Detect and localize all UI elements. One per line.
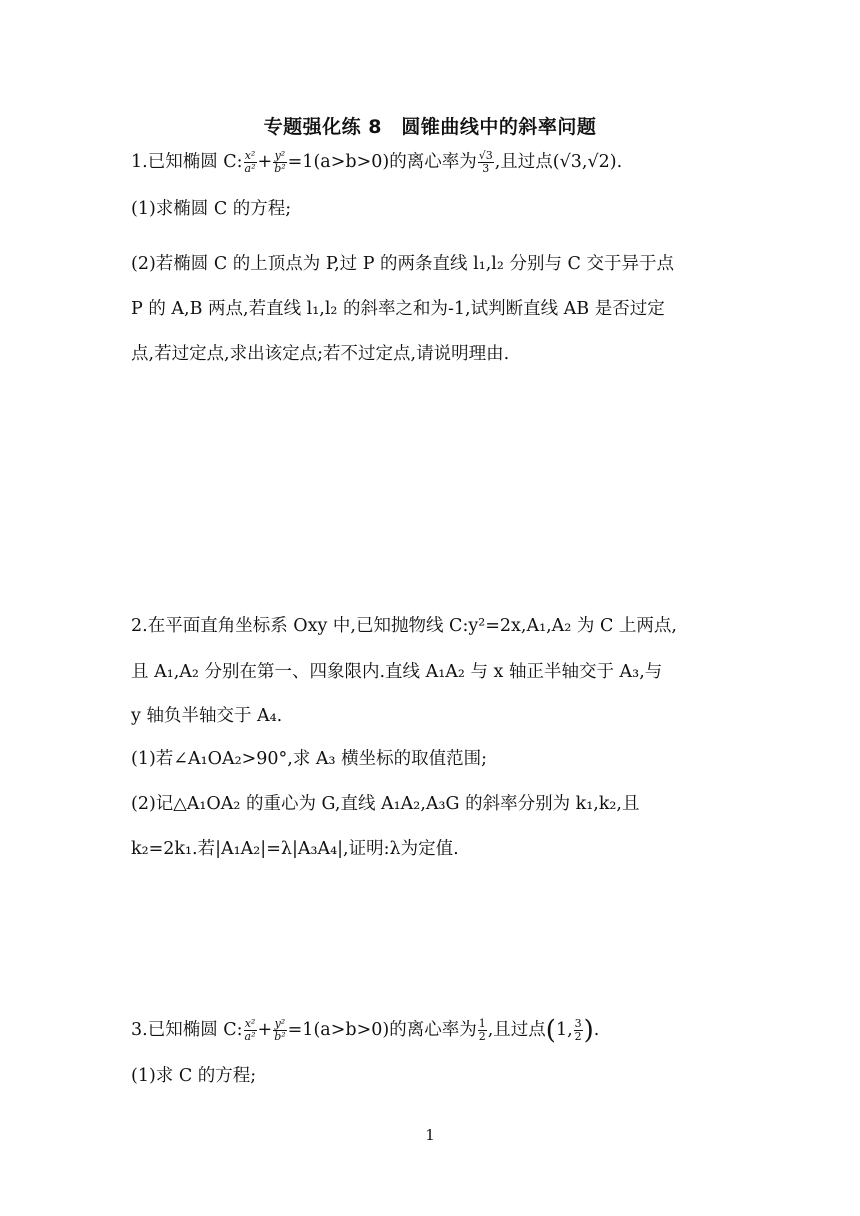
problem-3-intro: 3.已知椭圆 C:	[131, 1020, 243, 1040]
problem-1-statement: 1.已知椭圆 C: $\frac{\text{x²}}{\text{a²}}$ + $\frac{\text{y²}}{\text{b²}}$ =1(a>b>0)的离心率为 $\frac{√3}{3}$ ,且过点(√3,√2).	[131, 149, 623, 175]
fraction-y-over-b: $\frac{\text{y²}}{\text{b²}}$	[274, 1017, 286, 1043]
problem-2-line-2: 且 A₁,A₂ 分别在第一、四象限内.直线 A₁A₂ 与 x 轴正半轴交于 A₃,与	[131, 662, 663, 682]
problem-1-part-2-line-3: 点,若过定点,求出该定点;若不过定点,请说明理由.	[131, 344, 510, 364]
eccentricity-fraction: $\frac{1}{2}$	[478, 1017, 486, 1043]
problem-3-statement: 3.已知椭圆 C: $\frac{\text{x²}}{\text{a²}}$ + $\frac{\text{y²}}{\text{b²}}$ =1(a>b>0)的离心率为 $\frac{1}{2}$ ,且过点(1, $\frac{3}{2}$ ).	[131, 1015, 600, 1046]
fraction-y-over-b: $\frac{\text{y²}}{\text{b²}}$	[274, 149, 286, 175]
problem-3-part-1: (1)求 C 的方程;	[131, 1066, 257, 1086]
problem-2-part-2-line-2: k₂=2k₁.若|A₁A₂|=λ|A₃A₄|,证明:λ为定值.	[131, 839, 459, 859]
problem-1-part-1: (1)求椭圆 C 的方程;	[131, 199, 292, 219]
fraction-x-over-a: $\frac{\text{x²}}{\text{a²}}$	[244, 149, 256, 175]
point-y-fraction: $\frac{3}{2}$	[574, 1017, 582, 1043]
problem-1-intro: 1.已知椭圆 C:	[131, 152, 243, 172]
problem-2-part-2-line-1: (2)记△A₁OA₂ 的重心为 G,直线 A₁A₂,A₃G 的斜率分别为 k₁,k₂,且	[131, 794, 640, 814]
problem-2-part-1: (1)若∠A₁OA₂>90°,求 A₃ 横坐标的取值范围;	[131, 749, 488, 769]
fraction-x-over-a: $\frac{\text{x²}}{\text{a²}}$	[244, 1017, 256, 1043]
problem-1-part-2-line-1: (2)若椭圆 C 的上顶点为 P,过 P 的两条直线 l₁,l₂ 分别与 C 交于异于点	[131, 254, 674, 274]
problem-2-line-3: y 轴负半轴交于 A₄.	[131, 706, 283, 726]
problem-1-part-2-line-2: P 的 A,B 两点,若直线 l₁,l₂ 的斜率之和为-1,试判断直线 AB 是否过定	[131, 299, 665, 319]
page-number: 1	[425, 1126, 435, 1144]
problem-2-line-1: 2.在平面直角坐标系 Oxy 中,已知抛物线 C:y²=2x,A₁,A₂ 为 C 上两点,	[131, 616, 677, 636]
eccentricity-fraction: $\frac{√3}{3}$	[478, 149, 493, 175]
page-title: 专题强化练 8 圆锥曲线中的斜率问题	[263, 116, 597, 138]
